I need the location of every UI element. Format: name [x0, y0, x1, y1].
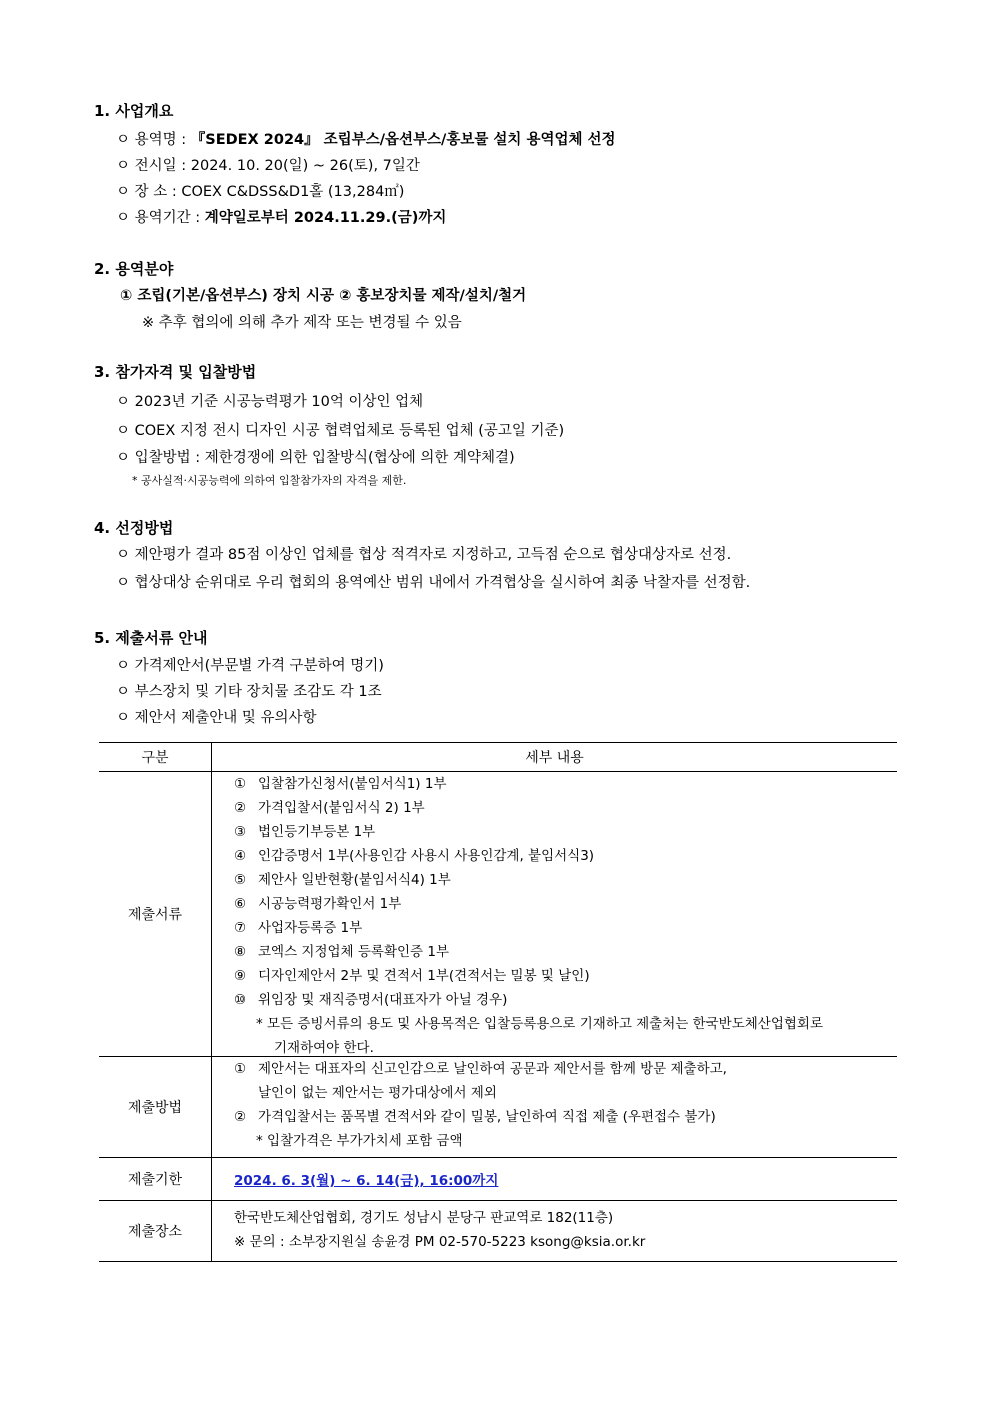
method-item1-line2: 날인이 없는 제안서는 평가대상에서 제외 [258, 1085, 497, 1101]
section2-heading: 2. 용역분야 [94, 260, 174, 278]
list-item: ⑨ 디자인제안서 2부 및 견적서 1부(견적서는 밀봉 및 날인) [234, 968, 590, 984]
method-detail [212, 1057, 897, 1157]
list-item: ⑩ 위임장 및 재직증명서(대표자가 아닐 경우) [234, 992, 508, 1008]
venue-value: COEX C&DSS&D1홀 (13,284㎡) [181, 184, 405, 200]
documents-note-line1: * 모든 증빙서류의 용도 및 사용목적은 입찰등록용으로 기재하고 제출처는 한국반도체산업협회로 [256, 1016, 824, 1032]
section1-line-venue [116, 180, 404, 201]
table-row-place [99, 1201, 897, 1262]
service-period-value: 계약일로부터 2024.11.29.(금)까지 [204, 210, 447, 226]
list-item: ⑧ 코엑스 지정업체 등록확인증 1부 [234, 944, 449, 960]
section3-line: ㅇ 2023년 기준 시공능력평가 10억 이상인 업체 [116, 394, 424, 410]
submission-table [99, 742, 897, 1262]
section1-line-service-period [116, 206, 446, 227]
section2-fields: ① 조립(기본/옵션부스) 장치 시공 ② 홍보장치물 제작/설치/철거 [120, 288, 527, 304]
section5-heading: 5. 제출서류 안내 [94, 629, 208, 647]
documents-detail [212, 772, 897, 1056]
deadline-value: 2024. 6. 3(월) ~ 6. 14(금), 16:00까지 [234, 1173, 499, 1189]
section3-note: * 공사실적·시공능력에 의하여 입찰참가자의 자격을 제한. [132, 474, 407, 487]
list-item: ② 가격입찰서(붙임서식 2) 1부 [234, 800, 425, 816]
section3-heading: 3. 참가자격 및 입찰방법 [94, 363, 257, 381]
section4-line: ㅇ 제안평가 결과 85점 이상인 업체를 협상 적격자로 지정하고, 고득점 순으로 협상대상자로 선정. [116, 547, 732, 563]
exhibition-date-label: ㅇ 전시일 : [116, 158, 191, 174]
list-item: ① 입찰참가신청서(붙임서식1) 1부 [234, 776, 447, 792]
venue-label: ㅇ 장 소 : [116, 184, 182, 200]
list-item: ⑥ 시공능력평가확인서 1부 [234, 896, 402, 912]
section2-note: ※ 추후 협의에 의해 추가 제작 또는 변경될 수 있음 [142, 315, 462, 331]
section5-line: ㅇ 부스장치 및 기타 장치물 조감도 각 1조 [116, 684, 382, 700]
service-period-label: ㅇ 용역기간 : [116, 210, 205, 226]
header-category: 구분 [99, 743, 212, 771]
section4-heading: 4. 선정방법 [94, 519, 174, 537]
list-item: ⑤ 제안사 일반현황(붙임서식4) 1부 [234, 872, 451, 888]
method-category: 제출방법 [99, 1057, 212, 1157]
exhibition-date-value: 2024. 10. 20(일) ~ 26(토), 7일간 [190, 158, 420, 174]
header-detail: 세부 내용 [525, 750, 584, 766]
service-name-label: ㅇ 용역명 : [116, 132, 191, 148]
deadline-detail [212, 1158, 897, 1200]
list-item: ④ 인감증명서 1부(사용인감 사용시 사용인감계, 붙임서식3) [234, 848, 595, 864]
section4-line: ㅇ 협상대상 순위대로 우리 협회의 용역예산 범위 내에서 가격협상을 실시하여 최종 낙찰자를 선정함. [116, 575, 751, 591]
place-address: 한국반도체산업협회, 경기도 성남시 분당구 판교역로 182(11층) [234, 1210, 614, 1226]
section1-line-exhibition-date [116, 154, 420, 175]
section5-line: ㅇ 제안서 제출안내 및 유의사항 [116, 710, 317, 726]
section1-heading: 1. 사업개요 [94, 102, 174, 120]
list-item: ① 제안서는 대표자의 신고인감으로 날인하여 공문과 제안서를 함께 방문 제출하고, [234, 1061, 727, 1077]
list-item: ⑦ 사업자등록증 1부 [234, 920, 363, 936]
place-category: 제출장소 [99, 1201, 212, 1261]
section3-line: ㅇ 입찰방법 : 제한경쟁에 의한 입찰방식(협상에 의한 계약체결) [116, 450, 515, 466]
list-item: ② 가격입찰서는 품목별 견적서와 같이 밀봉, 날인하여 직접 제출 (우편접수 불가) [234, 1109, 716, 1125]
table-header-row [99, 742, 897, 772]
table-row-documents [99, 772, 897, 1057]
table-row-method [99, 1057, 897, 1158]
deadline-category: 제출기한 [99, 1158, 212, 1200]
table-row-deadline [99, 1158, 897, 1201]
documents-note-line2: 기재하여야 한다. [274, 1040, 374, 1056]
method-item2-note: * 입찰가격은 부가가치세 포함 금액 [256, 1133, 463, 1149]
section3-line: ㅇ COEX 지정 전시 디자인 시공 협력업체로 등록된 업체 (공고일 기준) [116, 423, 565, 439]
documents-category: 제출서류 [99, 772, 212, 1056]
list-item: ③ 법인등기부등본 1부 [234, 824, 376, 840]
place-detail [212, 1201, 897, 1261]
place-contact: ※ 문의 : 소부장지원실 송윤경 PM 02-570-5223 ksong@ksia.or.kr [234, 1234, 646, 1250]
section1-line-service-name [116, 128, 616, 149]
service-name-value: 『SEDEX 2024』 조립부스/옵션부스/홍보물 설치 용역업체 선정 [190, 132, 616, 148]
section5-line: ㅇ 가격제안서(부문별 가격 구분하여 명기) [116, 658, 384, 674]
